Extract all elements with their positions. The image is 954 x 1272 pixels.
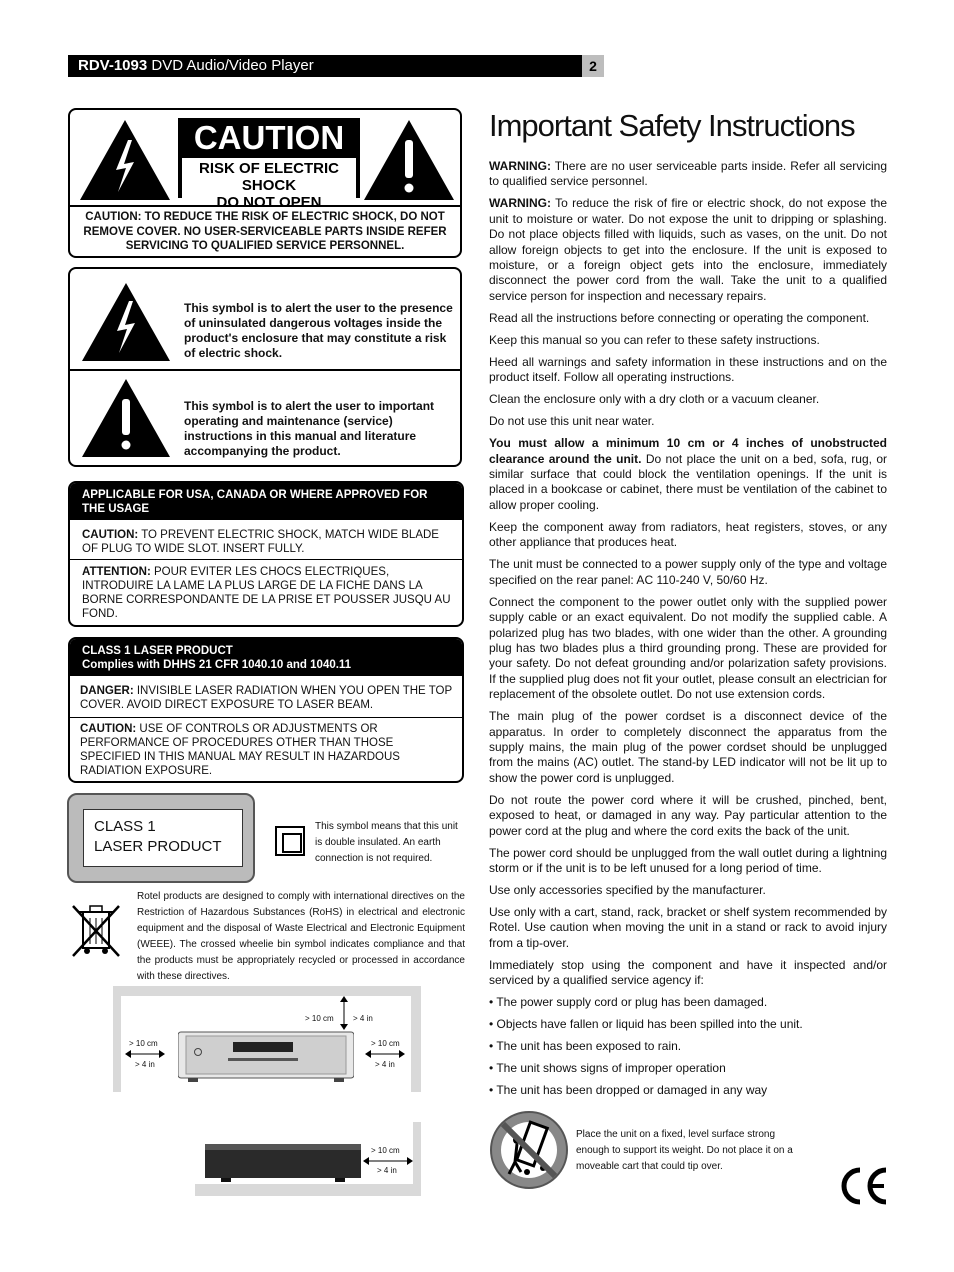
- instruction-p14: The power cord should be unplugged from the wall outlet during a lightning storm or if the unit is to be left unused for a long period of time.: [489, 845, 887, 875]
- laser-box: [68, 637, 464, 783]
- bullet-5: • The unit has been dropped or damaged in any way: [489, 1083, 768, 1098]
- class1-line1: CLASS 1: [94, 818, 156, 835]
- instruction-p9: Keep the component away from radiators, heat registers, stoves, or any other appliance that produces heat.: [489, 519, 887, 550]
- instruction-p15: Use only accessories specified by the manufacturer.: [489, 882, 766, 897]
- model-name: RDV-1093 DVD Audio/Video Player: [78, 57, 314, 74]
- instruction-p12: The main plug of the power cordset is a disconnect device of the apparatus. In order to completely disconnect the apparatus from the supply mains, the main plug of the power cordset should be unplugged from the mains (AC) outlet. The stand-by LED indicator will not be lit up to show the power cord is unplugged.: [489, 709, 887, 785]
- caution-text: CAUTION: TO REDUCE THE RISK OF ELECTRIC SHOCK, DO NOT REMOVE COVER. NO USER-SERVICEABLE PARTS INSIDE REFER SERVICING TO QUALIFIED SERVICE PERSONNEL.: [83, 211, 447, 252]
- class1-line2: LASER PRODUCT: [94, 838, 222, 855]
- side-arrow-icon: [363, 1156, 413, 1166]
- bullet-4: • The unit shows signs of improper operation: [489, 1061, 726, 1076]
- caution-box: [68, 108, 462, 258]
- double-insulated-icon: [275, 826, 305, 856]
- cart-warning-text: Place the unit on a fixed, level surface strong enough to support its weight. Do not place it on a moveable cart that could tip over.: [576, 1129, 793, 1172]
- instruction-p10: The unit must be connected to a power supply only of the type and voltage specified on the rear panel: AC 110-240 V, 50/60 Hz.: [489, 557, 887, 587]
- laser-danger: DANGER: INVISIBLE LASER RADIATION WHEN YOU OPEN THE TOP COVER. AVOID DIRECT EXPOSURE TO LASER BEAM.: [80, 685, 452, 711]
- weee-bin-icon: [70, 900, 122, 960]
- instruction-p3: Read all the instructions before connecting or operating the component.: [489, 310, 870, 325]
- caution-plate-title: CAUTION: [193, 119, 345, 156]
- safety-instructions-body: [489, 159, 887, 1105]
- instruction-p17: Immediately stop using the component and have it inspected and/or serviced by a qualified service agency if:: [489, 957, 887, 988]
- applicable-heading: APPLICABLE FOR USA, CANADA OR WHERE APPROVED FOR THE USAGE: [70, 483, 462, 520]
- instruction-p11: Connect the component to the power outlet only with the supplied power supply cable or an exact equivalent. Do not modify the supplied cable. A polarized plug has two blades, with one wider than the other. A grounding plug has two blades plus a third grounding prong. These are provided for your safety. Do not defeat grounding and/or polarization safety provisions. If the supplied plug does not fit your outlet, please consult an electrician for replacement of the obsolete outlet. Do not use extension cords.: [489, 594, 887, 702]
- player-front-image: [178, 1028, 354, 1084]
- instruction-p8: You must allow a minimum 10 cm or 4 inches of unobstructed clearance around the unit. Do not place the unit on a bed, sofa, rug, or similar surface that could block the ventilation openings. If the unit is placed in a bookcase or cabinet, there must be ventilation of the cabinet to allow proper cooling.: [489, 436, 887, 512]
- right-clearance-in: > 4 in: [375, 1060, 395, 1069]
- applicable-box: [68, 481, 464, 627]
- ce-mark-icon: [836, 1166, 890, 1206]
- side-clearance-in: > 4 in: [377, 1166, 397, 1175]
- right-arrow-icon: [365, 1049, 405, 1059]
- class1-laser-label: [67, 793, 255, 883]
- rohs-text: Rotel products are designed to comply with international directives on the Restriction of Hazardous Substances (RoHS) in electrical and electronic equipment and the disposal of Waste Electrical and Electronic Equipment (WEEE). The crossed wheelie bin symbol indicates compliance and that the products must be appropriately recycled or processed in accordance with these directives.: [137, 891, 465, 982]
- caution-plate-line1: RISK OF ELECTRIC SHOCK: [198, 160, 339, 194]
- left-arrow-icon: [125, 1049, 165, 1059]
- top-clearance-cm: > 10 cm: [305, 1014, 334, 1023]
- lightning-warning-icon: [78, 118, 172, 202]
- cart-tipover-icon: [489, 1110, 569, 1190]
- caution-plate: [178, 118, 360, 211]
- applicable-attention: ATTENTION: POUR EVITER LES CHOCS ELECTRIQUES, INTRODUIRE LA LAME LA PLUS LARGE DE LA FICHE DANS LA BORNE CORRESPONDANTE DE LA PRISE ET POUSSER JUSQU AU FOND.: [82, 566, 451, 620]
- lightning-symbol-icon: [80, 281, 172, 363]
- instruction-p7: Do not use this unit near water.: [489, 414, 655, 429]
- instruction-p4: Keep this manual so you can refer to these safety instructions.: [489, 332, 820, 347]
- laser-heading-line1: CLASS 1 LASER PRODUCT: [82, 645, 233, 657]
- applicable-caution: CAUTION: TO PREVENT ELECTRIC SHOCK, MATCH WIDE BLADE OF PLUG TO WIDE SLOT. INSERT FULLY.: [82, 529, 439, 555]
- laser-heading-line2: Complies with DHHS 21 CFR 1040.10 and 1040.11: [82, 659, 352, 671]
- product-name: DVD Audio/Video Player: [151, 57, 314, 74]
- bullet-1: • The power supply cord or plug has been damaged.: [489, 995, 768, 1010]
- page-title: Important Safety Instructions: [489, 108, 855, 143]
- lightning-symbol-text: This symbol is to alert the user to the presence of uninsulated dangerous voltages inside the product's enclosure that may constitute a risk of electric shock.: [184, 301, 453, 360]
- exclamation-symbol-icon: [80, 377, 172, 459]
- warning-1: WARNING: There are no user serviceable parts inside. Refer all servicing to qualified service personnel.: [489, 159, 887, 189]
- laser-heading: [70, 639, 462, 676]
- page-number: 2: [582, 55, 604, 77]
- bullet-2: • Objects have fallen or liquid has been spilled into the unit.: [489, 1017, 803, 1032]
- right-clearance-cm: > 10 cm: [371, 1039, 400, 1048]
- left-clearance-cm: > 10 cm: [129, 1039, 158, 1048]
- instruction-p6: Clean the enclosure only with a dry cloth or a vacuum cleaner.: [489, 392, 820, 407]
- bullet-3: • The unit has been exposed to rain.: [489, 1039, 682, 1054]
- instruction-p13: Do not route the power cord where it will be crushed, pinched, bent, exposed to heat, or damaged in any way. Pay particular attention to the power cord at the plug and where the cord exits the back of the unit.: [489, 792, 887, 838]
- clearance-front-drawing: [113, 986, 421, 1092]
- caution-plate-line2: DO NOT OPEN: [216, 194, 322, 211]
- instruction-p16: Use only with a cart, stand, rack, bracket or shelf system recommended by Rotel. Use caution when moving the unit in a stand or rack to avoid injury from a tip-over.: [489, 904, 887, 950]
- laser-caution: CAUTION: USE OF CONTROLS OR ADJUSTMENTS OR PERFORMANCE OF PROCEDURES OTHER THAN THOSE SPECIFIED IN THIS MANUAL MAY RESULT IN HAZARDOUS RADIATION EXPOSURE.: [80, 723, 400, 777]
- player-side-image: [205, 1142, 361, 1186]
- top-clearance-in: > 4 in: [353, 1014, 373, 1023]
- instruction-p5: Heed all warnings and safety information in these instructions and on the product itself. Follow all operating instructions.: [489, 354, 887, 385]
- clearance-side-drawing: [195, 1122, 421, 1196]
- left-clearance-in: > 4 in: [135, 1060, 155, 1069]
- exclamation-warning-icon: [362, 118, 456, 202]
- double-insulated-text: This symbol means that this unit is double insulated. An earth connection is not required.: [315, 821, 458, 864]
- warning-2: WARNING: To reduce the risk of fire or electric shock, do not expose the unit to moisture or water. Do not expose the unit to dripping or splashing. Do not place objects filled with liquids, such as vases, on the unit. Do not allow foreign objects to get into the enclosure. If the unit is exposed to moisture, or a foreign object gets into the enclosure, immediately disconnect the power cord from the wall. Take the unit to a qualified service person for inspection and necessary repairs.: [489, 196, 887, 303]
- symbols-box: [68, 267, 462, 467]
- side-clearance-cm: > 10 cm: [371, 1146, 400, 1155]
- header-bar: [68, 55, 604, 77]
- exclamation-symbol-text: This symbol is to alert the user to important operating and maintenance (service) instructions in this manual and literature accompanying the product.: [184, 399, 435, 458]
- top-arrow-icon: [337, 996, 351, 1030]
